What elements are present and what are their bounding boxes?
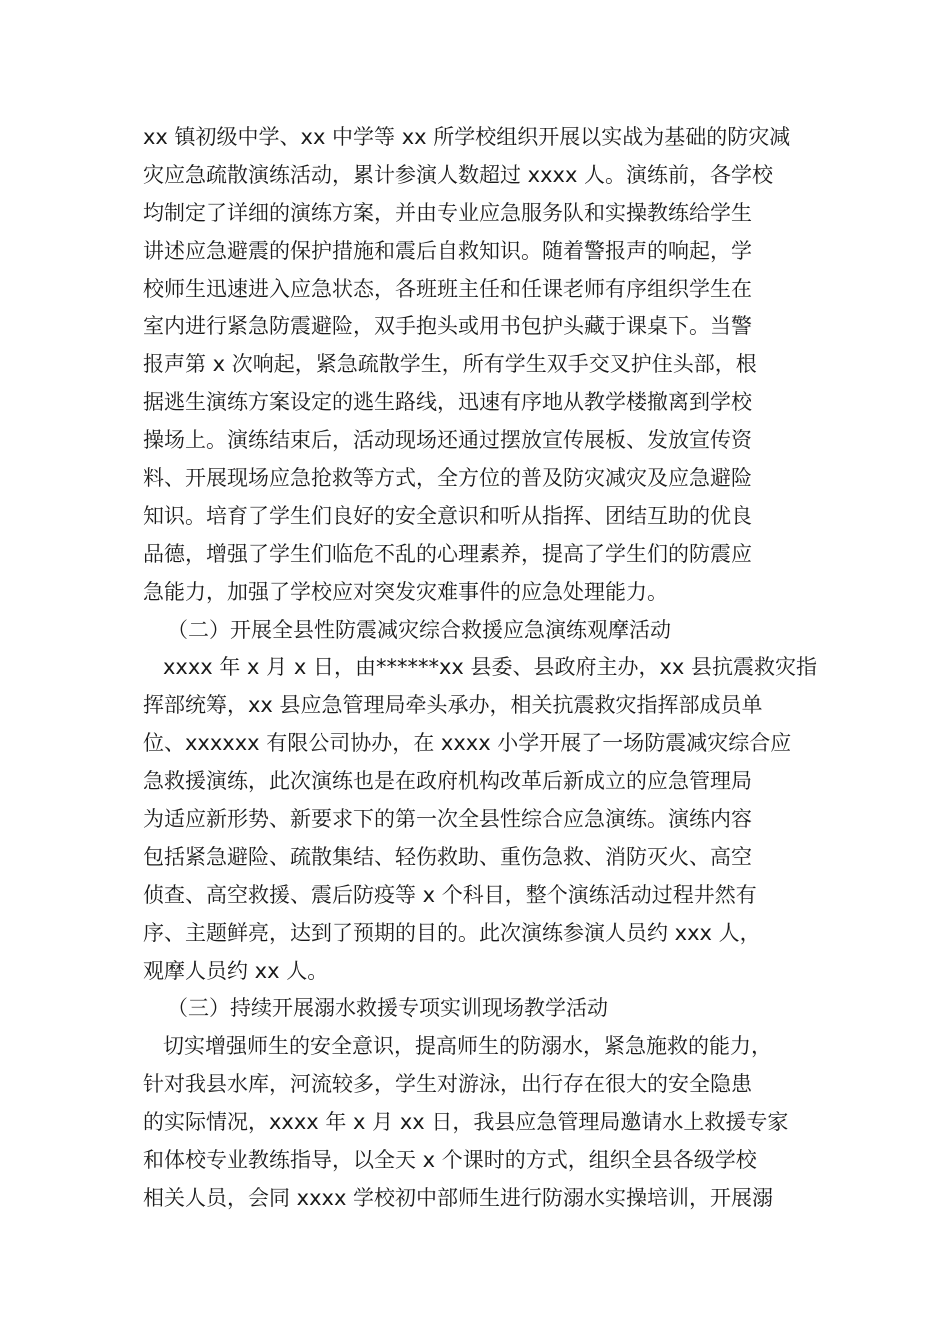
paragraph-line: 切实增强师生的安全意识，提高师生的防溺水，紧急施救的能力， (163, 1034, 772, 1059)
paragraph-line: 相关人员，会同 xxxx 学校初中部师生进行防溺水实操培训，开展溺 (143, 1185, 774, 1210)
paragraph-line: 据逃生演练方案设定的逃生路线，迅速有序地从教学楼撤离到学校 (143, 390, 752, 415)
paragraph-line: 室内进行紧急防震避险，双手抱头或用书包护头藏于课桌下。当警 (143, 314, 752, 339)
paragraph-line: 品德，增强了学生们临危不乱的心理素养，提高了学生们的防震应 (143, 541, 752, 566)
paragraph-line: 包括紧急避险、疏散集结、轻伤救助、重伤急救、消防灭火、高空 (143, 844, 752, 869)
paragraph-line: 均制定了详细的演练方案，并由专业应急服务队和实操教练给学生 (143, 200, 752, 225)
paragraph-line: 操场上。演练结束后，活动现场还通过摆放宣传展板、发放宣传资 (143, 428, 752, 453)
paragraph-line: 的实际情况，xxxx 年 x 月 xx 日，我县应急管理局邀请水上救援专家 (143, 1110, 789, 1135)
paragraph-line: 观摩人员约 xx 人。 (143, 958, 329, 983)
paragraph-line: 校师生迅速进入应急状态，各班班主任和任课老师有序组织学生在 (143, 276, 752, 301)
paragraph-line: 讲述应急避震的保护措施和震后自救知识。随着警报声的响起，学 (143, 238, 752, 263)
paragraph-line: xxxx 年 x 月 x 日，由******xx 县委、县政府主办，xx 县抗震救灾指 (163, 655, 818, 680)
paragraph-line: 位、xxxxxx 有限公司协办，在 xxxx 小学开展了一场防震减灾综合应 (143, 731, 792, 756)
section-heading: （二）开展全县性防震减灾综合救援应急演练观摩活动 (167, 617, 671, 642)
paragraph-line: 急救援演练，此次演练也是在政府机构改革后新成立的应急管理局 (143, 769, 752, 794)
paragraph-line: 侦查、高空救援、震后防疫等 x 个科目，整个演练活动过程井然有 (143, 882, 757, 907)
paragraph-line: 挥部统筹，xx 县应急管理局牵头承办，相关抗震救灾指挥部成员单 (143, 693, 763, 718)
section-heading: （三）持续开展溺水救援专项实训现场教学活动 (167, 996, 608, 1021)
paragraph-line: xx 镇初级中学、xx 中学等 xx 所学校组织开展以实战为基础的防灾减 (143, 125, 791, 149)
paragraph-line: 灾应急疏散演练活动，累计参演人数超过 xxxx 人。演练前，各学校 (143, 162, 774, 187)
paragraph-line: 针对我县水库，河流较多，学生对游泳，出行存在很大的安全隐患 (143, 1072, 752, 1097)
paragraph-line: 为适应新形势、新要求下的第一次全县性综合应急演练。演练内容 (143, 807, 752, 832)
paragraph-line: 急能力，加强了学校应对突发灾难事件的应急处理能力。 (143, 579, 668, 604)
paragraph-line: 序、主题鲜亮，达到了预期的目的。此次演练参演人员约 xxx 人， (143, 920, 761, 945)
paragraph-line: 和体校专业教练指导，以全天 x 个课时的方式，组织全县各级学校 (143, 1148, 757, 1173)
paragraph-line: 知识。培育了学生们良好的安全意识和听从指挥、团结互助的优良 (143, 503, 752, 528)
paragraph-line: 料、开展现场应急抢救等方式，全方位的普及防灾减灾及应急避险 (143, 466, 752, 491)
paragraph-line: 报声第 x 次响起，紧急疏散学生，所有学生双手交叉护住头部，根 (143, 352, 757, 377)
document-body (143, 119, 823, 1218)
